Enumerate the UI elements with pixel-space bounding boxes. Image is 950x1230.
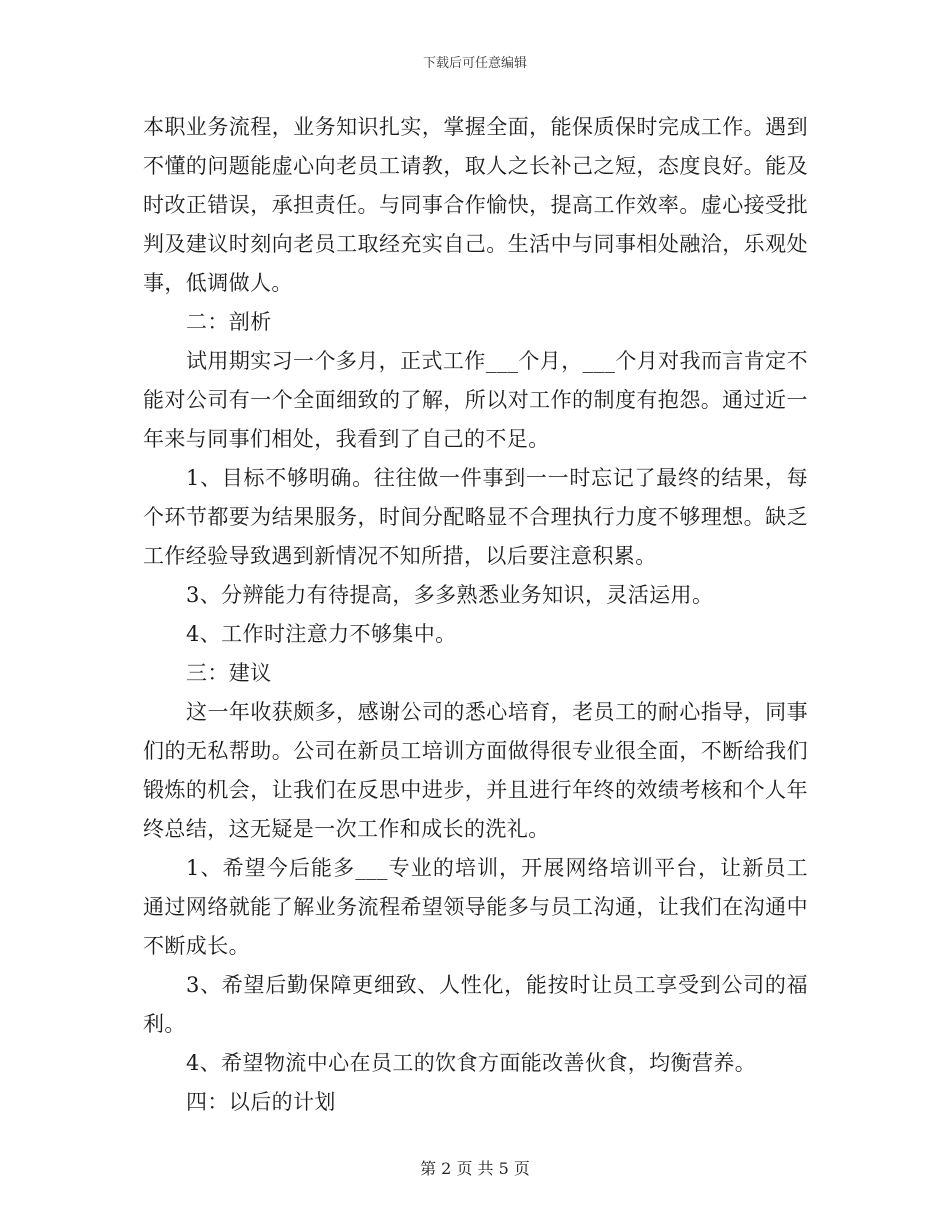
list-item-catering: 4、希望物流中心在员工的饮食方面能改善伙食，均衡营养。 xyxy=(186,1051,757,1075)
paragraph-continuation: 本职业务流程，业务知识扎实，掌握全面，能保质保时完成工作。遇到不懂的问题能虚心向老员工请教，取人之长补己之短，态度良好。能及时改正错误，承担责任。与同事合作愉快，提高工作效率。虚心接受批判及建议时刻向老员工取经充实自己。生活中与同事相处融洽，乐观处事，低调做人。 xyxy=(143,115,808,295)
paragraph-gains: 这一年收获颇多，感谢公司的悉心培育，老员工的耐心指导，同事们的无私帮助。公司在新员工培训方面做得很专业很全面，不断给我们锻炼的机会，让我们在反思中进步，并且进行年终的效绩考核和个人年终总结，这无疑是一次工作和成长的洗礼。 xyxy=(143,700,808,841)
section-heading-analysis: 二：剖析 xyxy=(186,310,272,334)
section-heading-plans: 四：以后的计划 xyxy=(186,1090,336,1114)
list-item-goals: 1、目标不够明确。往往做一件事到一一时忘记了最终的结果，每个环节都要为结果服务，时间分配略显不合理执行力度不够理想。缺乏工作经验导致遇到新情况不知所措，以后要注意积累。 xyxy=(143,466,808,568)
list-item-discernment: 3、分辨能力有待提高，多多熟悉业务知识，灵活运用。 xyxy=(186,583,714,607)
document-body xyxy=(143,108,808,1122)
paragraph-probation: 试用期实习一个多月，正式工作___个月，___个月对我而言肯定不能对公司有一个全面细致的了解，所以对工作的制度有抱怨。通过近一年来与同事们相处，我看到了自己的不足。 xyxy=(143,349,808,451)
page-number-footer: 第 2 页 共 5 页 xyxy=(420,1159,530,1178)
list-item-focus: 4、工作时注意力不够集中。 xyxy=(186,622,457,646)
list-item-logistics: 3、希望后勤保障更细致、人性化，能按时让员工享受到公司的福利。 xyxy=(143,973,808,1036)
page-header: 下载后可任意编辑 xyxy=(422,56,527,71)
list-item-training: 1、希望今后能多___专业的培训，开展网络培训平台，让新员工通过网络就能了解业务流程希望领导能多与员工沟通，让我们在沟通中不断成长。 xyxy=(143,856,808,958)
section-heading-suggestions: 三：建议 xyxy=(186,661,272,685)
